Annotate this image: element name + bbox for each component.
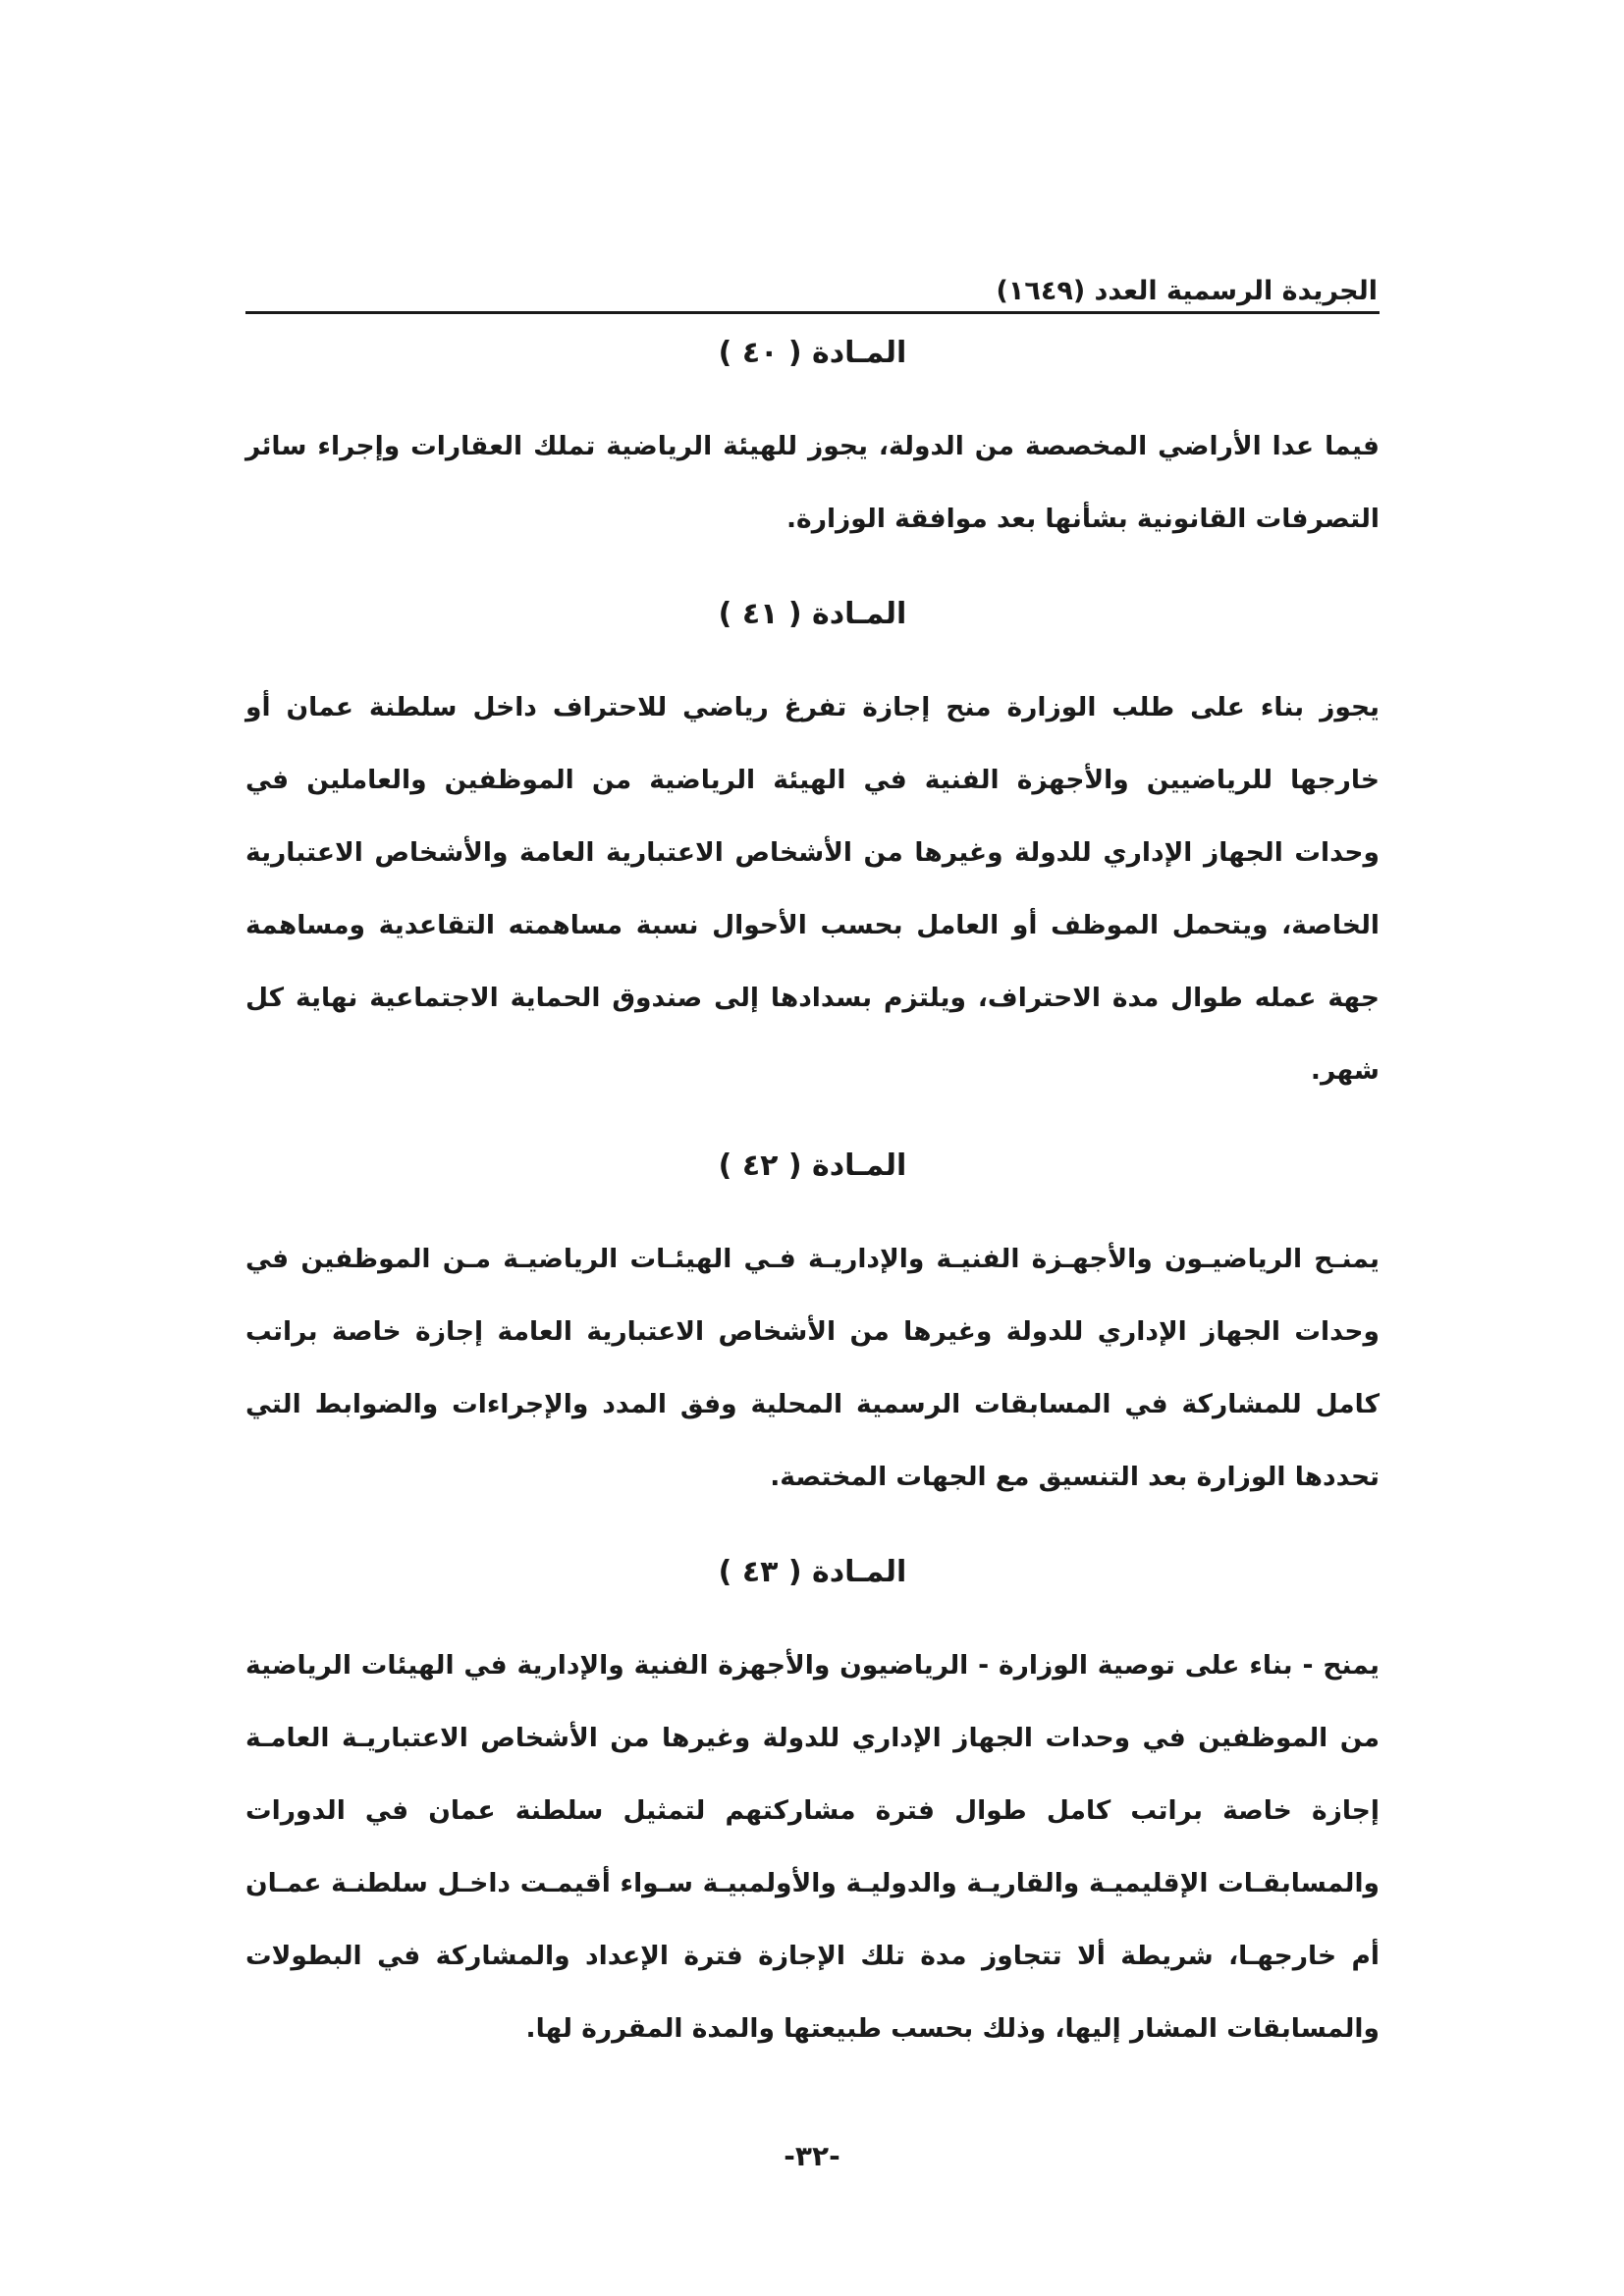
gazette-header-title: الجريدة الرسمية العدد (١٦٤٩): [996, 276, 1378, 306]
article-40: [245, 324, 1380, 556]
article-body: يمنـح الرياضيـون والأجهـزة الفنيـة والإداريـة فـي الهيئـات الرياضيـة مـن الموظفين في وحدات الجهاز الإداري للدولة وغيرها من الأشخاص الاعتبارية العامة إجازة خاصة براتب كامل للمشاركة في المسابقات الرسمية المحلية وفق المدد والإجراءات والضوابط التي تحددها الوزارة بعد التنسيق مع الجهات المختصة.: [245, 1244, 1380, 1492]
article-42: [245, 1137, 1380, 1514]
article-heading: المـادة ( ٤٠ ): [718, 336, 907, 370]
article-heading: المـادة ( ٤١ ): [718, 597, 907, 631]
article-heading: المـادة ( ٤٢ ): [718, 1148, 907, 1183]
article-heading: المـادة ( ٤٣ ): [718, 1555, 907, 1589]
article-43: [245, 1543, 1380, 2065]
page-number: -٣٢-: [784, 2140, 840, 2172]
page-header: [245, 257, 1380, 306]
document-content: [245, 324, 1380, 2095]
article-body: فيما عدا الأراضي المخصصة من الدولة، يجوز للهيئة الرياضية تملك العقارات وإجراء سائر التصرفات القانونية بشأنها بعد موافقة الوزارة.: [245, 431, 1380, 534]
article-41: [245, 585, 1380, 1107]
header-divider: [245, 311, 1380, 314]
article-body: يجوز بناء على طلب الوزارة منح إجازة تفرغ رياضي للاحتراف داخل سلطنة عمان أو خارجها للرياضيين والأجهزة الفنية في الهيئة الرياضية من الموظفين والعاملين في وحدات الجهاز الإداري للدولة وغيرها من الأشخاص الاعتبارية العامة والأشخاص الاعتبارية الخاصة، ويتحمل الموظف أو العامل بحسب الأحوال نسبة مساهمته التقاعدية ومساهمة جهة عمله طوال مدة الاحتراف، ويلتزم بسدادها إلى صندوق الحماية الاجتماعية نهاية كل شهر.: [245, 692, 1380, 1086]
article-body: يمنح - بناء على توصية الوزارة - الرياضيون والأجهزة الفنية والإدارية في الهيئات الرياضية من الموظفين في وحدات الجهاز الإداري للدولة وغيرها من الأشخاص الاعتباريـة العامـة إجازة خاصة براتب كامل طوال فترة مشاركتهم لتمثيل سلطنة عمان في الدورات والمسابقـات الإقليميـة والقاريـة والدوليـة والأولمبيـة سـواء أقيمـت داخـل سلطنـة عمـان أم خارجهـا، شريطة ألا تتجاوز مدة تلك الإجازة فترة الإعداد والمشاركة في البطولات والمسابقات المشار إليها، وذلك بحسب طبيعتها والمدة المقررة لها.: [245, 1650, 1380, 2044]
